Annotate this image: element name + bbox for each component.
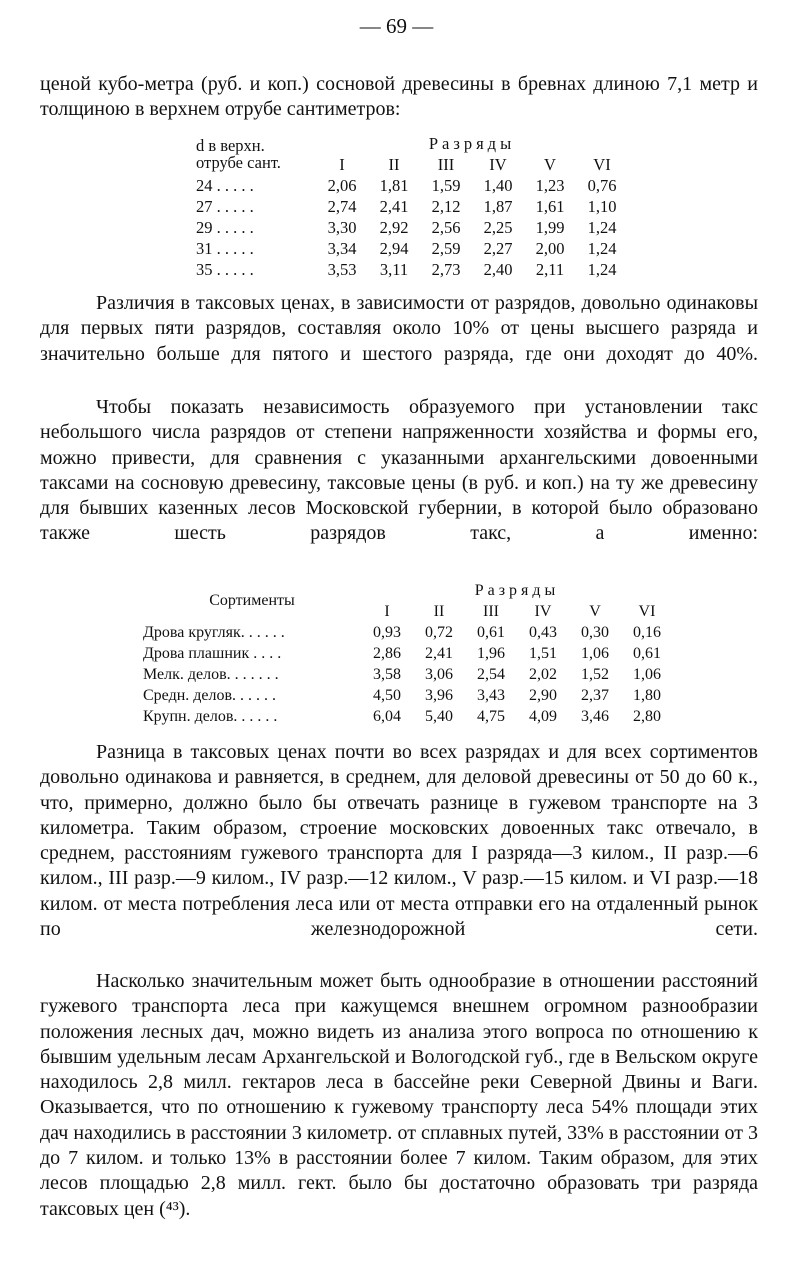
table-cell: 4,50 [373, 686, 401, 704]
table-cell: 2,90 [529, 686, 557, 704]
corner-header-line2: отрубе сант. [196, 153, 281, 172]
table-row [196, 175, 628, 196]
row-label: 31 . . . . . [196, 239, 254, 258]
table-cell: 2,40 [483, 259, 513, 279]
table-cell: 2,41 [425, 644, 453, 662]
table-cell: 2,86 [373, 644, 401, 662]
table-row [143, 664, 673, 685]
table-cell: 2,25 [483, 217, 513, 237]
table-cell: 1,59 [431, 175, 461, 195]
table-row [143, 643, 673, 664]
table-cell: 1,24 [587, 238, 617, 258]
table-cell: 2,02 [529, 665, 557, 683]
table-cell: 2,12 [431, 196, 461, 216]
column-header: VI [593, 154, 611, 174]
table-cell: 0,72 [425, 623, 453, 641]
table-row [196, 238, 628, 259]
table-cell: 1,10 [587, 196, 617, 216]
table-cell: 5,40 [425, 707, 453, 725]
row-header: Сортименты [209, 592, 295, 609]
table-row [196, 196, 628, 217]
group-header: Разряды [474, 581, 560, 599]
paragraph-price-difference: Разница в таксовых ценах почти во всех разрядах и для всех сортиментов довольно одинакова и равняется, в среднем, для деловой древесины от 50 до 60 к., что, примерно, должно было бы отвечать разнице в гужевом транспорте на 3 километра. Таким образом, строение московских довоенных такс отвечало, в среднем, расстояниям гужевого транспорта для I разряда—3 килом., II разр.—6 килом., III разр.—9 килом., IV разр.—12 килом., V разр.—15 килом. и VI разр.—18 килом. от места потребления леса или от места отправки его на отдаленный рынок по железнодорожной сети. [40, 741, 758, 941]
row-label: 35 . . . . . [196, 260, 254, 279]
table-row [143, 706, 673, 727]
paragraph-moscow-comparison: Чтобы показать независимость образуемого при установлении такс небольшого числа разрядов от степени напряженности хозяйства и формы его, можно привести, для сравнения с указанными архангельскими довоенными таксами на сосновую древесину, таксовые цены (в руб. и коп.) на ту же древесину для бывших казенных лесов Московской губернии, в которой было образовано также шесть разрядов такс, а именно: [40, 396, 758, 545]
table-header-row [196, 133, 628, 154]
table-row [196, 217, 628, 238]
table-cell: 1,99 [535, 217, 565, 237]
row-label: Дрова плашник . . . . [143, 644, 282, 662]
table-cell: 3,34 [327, 238, 357, 258]
table-cell: 2,59 [431, 238, 461, 258]
pine-price-table [196, 133, 628, 280]
table-cell: 2,06 [327, 175, 357, 195]
table-cell: 2,92 [379, 217, 409, 237]
intro-paragraph: ценой кубо-метра (руб. и коп.) сосновой древесины в бревнах длиною 7,1 метр и толщиною в верхнем отрубе сантиметров: [40, 73, 758, 121]
table-cell: 1,51 [529, 644, 557, 662]
table-cell: 2,74 [327, 196, 357, 216]
table-cell: 0,61 [633, 644, 661, 662]
column-header: IV [489, 154, 507, 174]
row-label: Средн. делов. . . . . . [143, 686, 277, 704]
table-row [143, 685, 673, 706]
table-cell: 6,04 [373, 707, 401, 725]
row-label: Крупн. делов. . . . . . [143, 707, 278, 725]
table-cell: 1,06 [633, 665, 661, 683]
corner-header-line1: d в верхн. [196, 136, 265, 155]
table-cell: 1,24 [587, 217, 617, 237]
table-cell: 4,09 [529, 707, 557, 725]
table-cell: 2,94 [379, 238, 409, 258]
table-cell: 0,30 [581, 623, 609, 641]
table-corner-header [196, 133, 316, 175]
row-label: Дрова кругляк. . . . . . [143, 623, 285, 641]
table-cell: 2,11 [535, 259, 565, 279]
row-label: 29 . . . . . [196, 218, 254, 237]
table-cell: 2,54 [477, 665, 505, 683]
moscow-price-table [143, 580, 673, 727]
table-cell: 0,76 [587, 175, 617, 195]
table-cell: 1,61 [535, 196, 565, 216]
table-cell: 2,37 [581, 686, 609, 704]
paragraph-differences: Различия в таксовых ценах, в зависимости от разрядов, довольно одинаковы для первых пяти разрядов, составляя около 10% от цены высшего разряда и значительно больше для пятого и шестого разряда, где они доходят до 40%. [40, 292, 758, 365]
row-label: 24 . . . . . [196, 176, 254, 195]
table-cell: 3,96 [425, 686, 453, 704]
column-header: V [544, 154, 556, 174]
table-cell: 0,43 [529, 623, 557, 641]
column-header: II [388, 154, 400, 174]
table-cell: 2,00 [535, 238, 565, 258]
column-header: VI [638, 602, 656, 620]
table-cell: 2,27 [483, 238, 513, 258]
table-cell: 1,81 [379, 175, 409, 195]
table-cell: 1,80 [633, 686, 661, 704]
column-header: V [589, 602, 601, 620]
table-cell: 0,61 [477, 623, 505, 641]
table-cell: 3,46 [581, 707, 609, 725]
table-cell: 3,11 [379, 259, 409, 279]
table-header-row [143, 580, 673, 601]
table-cell: 3,58 [373, 665, 401, 683]
page-number: — 69 — [359, 14, 434, 38]
table-cell: 3,43 [477, 686, 505, 704]
paragraph-transport-uniformity: Насколько значительным может быть однообразие в отношении расстояний гужевого транспорта леса при кажущемся внешнем огромном разнообразии положения лесных дач, можно видеть из анализа этого вопроса по отношению к бывшим удельным лесам Архангельской и Вологодской губ., где в Вельском округе находилось 2,8 милл. гектаров леса в бассейне реки Северной Двины и Ваги. Оказывается, что по отношению к гужевому транспорту леса 54% площади этих дач находились в расстоянии 3 километр. от сплавных путей, 33% в расстоянии от 3 до 7 килом. и только 13% в расстоянии более 7 килом. Таким образом, для этих лесов площадью 2,8 милл. гект. было бы достаточно образовать три разряда таксовых цен (⁴³). [40, 970, 758, 1220]
row-label: 27 . . . . . [196, 197, 254, 216]
column-header: I [384, 602, 390, 620]
table-cell: 0,93 [373, 623, 401, 641]
table-cell: 1,40 [483, 175, 513, 195]
table-cell: 3,06 [425, 665, 453, 683]
table-cell: 2,80 [633, 707, 661, 725]
table-cell: 2,73 [431, 259, 461, 279]
table-cell: 2,41 [379, 196, 409, 216]
column-header: I [339, 154, 345, 174]
table-cell: 1,24 [587, 259, 617, 279]
table-cell: 0,16 [633, 623, 661, 641]
table-cell: 2,56 [431, 217, 461, 237]
table-cell: 1,87 [483, 196, 513, 216]
table-cell: 1,52 [581, 665, 609, 683]
table-row [143, 622, 673, 643]
table-cell: 3,30 [327, 217, 357, 237]
table-cell: 1,06 [581, 644, 609, 662]
group-header: Разряды [428, 133, 516, 153]
table-cell: 4,75 [477, 707, 505, 725]
column-header: III [483, 602, 499, 620]
table-row [196, 259, 628, 280]
column-header: IV [534, 602, 552, 620]
column-header: II [433, 602, 445, 620]
table-cell: 3,53 [327, 259, 357, 279]
table-cell: 1,96 [477, 644, 505, 662]
row-label: Мелк. делов. . . . . . . [143, 665, 279, 683]
table-cell: 1,23 [535, 175, 565, 195]
column-header: III [437, 154, 455, 174]
